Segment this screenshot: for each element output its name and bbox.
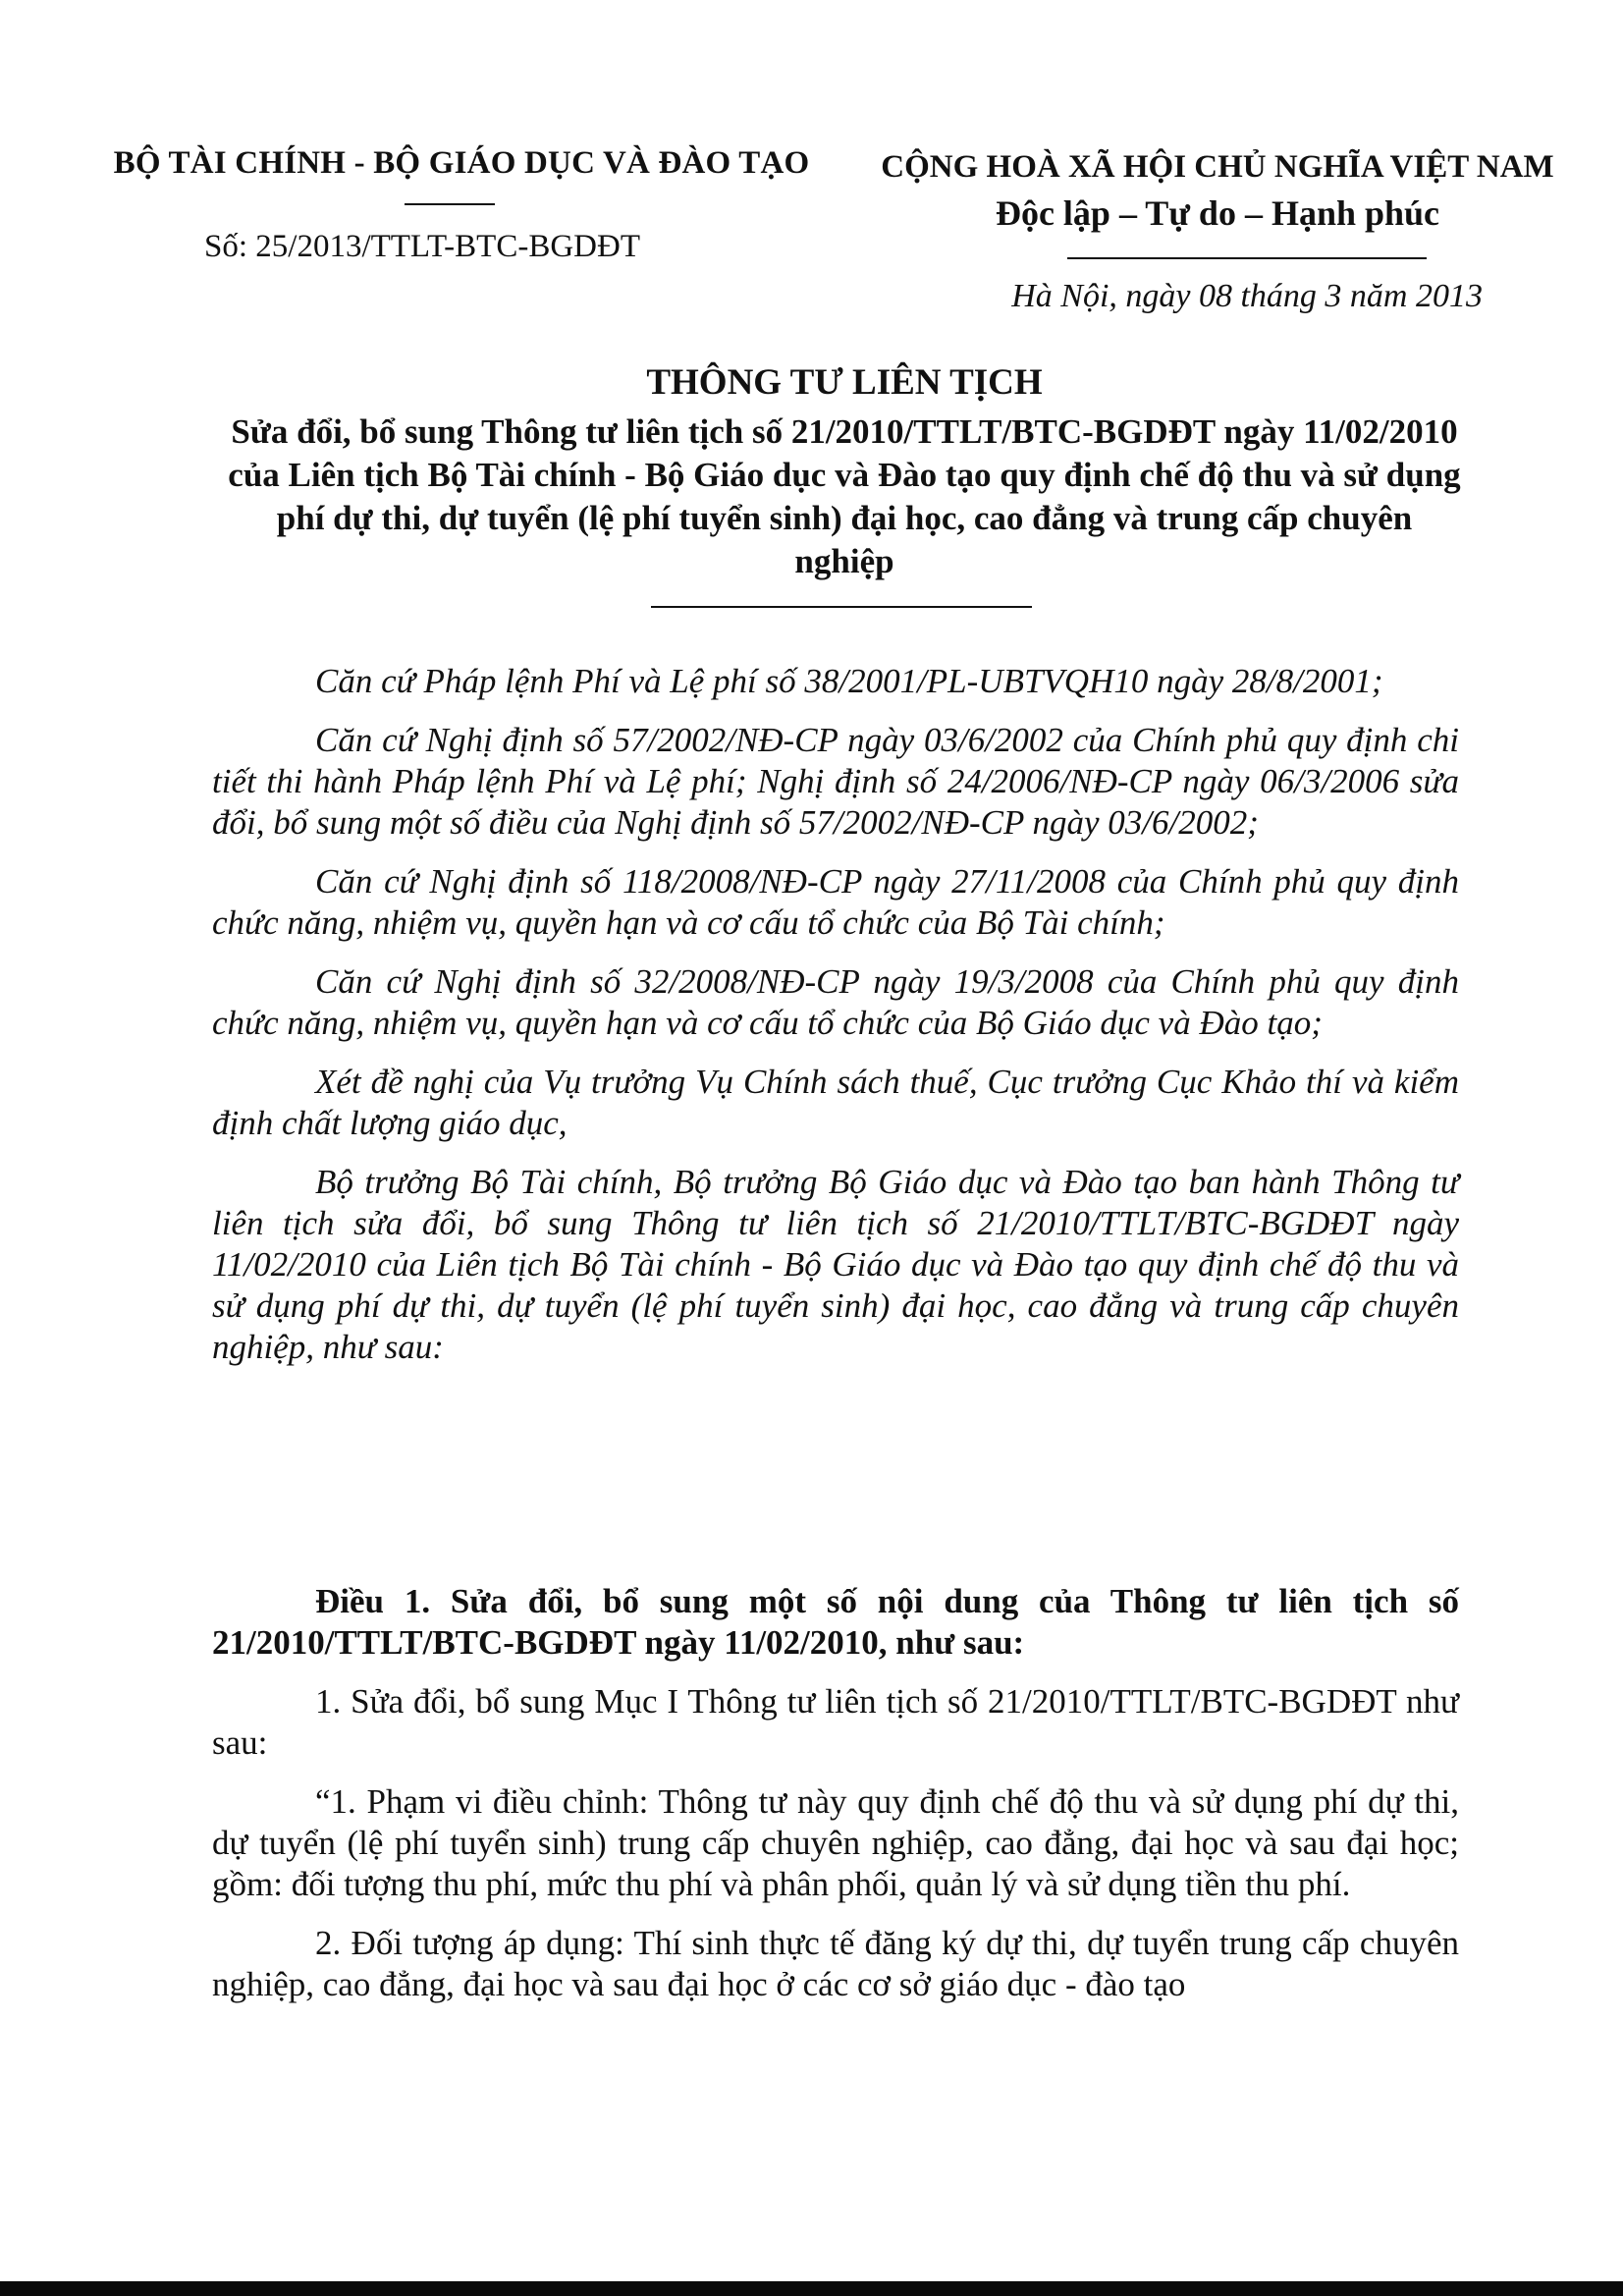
article-1 [212,1581,1459,2005]
national-motto: Độc lập – Tự do – Hạnh phúc [995,193,1440,233]
document-subject: Sửa đổi, bổ sung Thông tư liên tịch số 21/2010/TTLT/BTC-BGDĐT ngày 11/02/2010 của Liên tịch Bộ Tài chính - Bộ Giáo dục và Đào tạo quy định chế độ thu và sử dụng phí dự thi, dự tuyển (lệ phí tuyển sinh) đại học, cao đẳng và trung cấp chuyên nghiệp [228,412,1461,580]
article-paragraph: “1. Phạm vi điều chỉnh: Thông tư này quy định chế độ thu và sử dụng phí dự thi, dự tuyển (lệ phí tuyển sinh) trung cấp chuyên nghiệp, cao đẳng, đại học và sau đại học; gồm: đối tượng thu phí, mức thu phí và phân phối, quản lý và sử dụng tiền thu phí. [212,1782,1459,1903]
national-title: CỘNG HOÀ XÃ HỘI CHỦ NGHĨA VIỆT NAM [881,149,1554,185]
preamble-block [212,661,1459,1368]
title-underline [651,606,1032,608]
preamble-paragraph: Căn cứ Pháp lệnh Phí và Lệ phí số 38/2001/PL-UBTVQH10 ngày 28/8/2001; [315,662,1383,700]
preamble-paragraph: Căn cứ Nghị định số 32/2008/NĐ-CP ngày 19/3/2008 của Chính phủ quy định chức năng, nhiệm vụ, quyền hạn và cơ cấu tổ chức của Bộ Giáo dục và Đào tạo; [212,962,1459,1042]
issue-date: Hà Nội, ngày 08 tháng 3 năm 2013 [1011,278,1483,314]
article-paragraph: 2. Đối tượng áp dụng: Thí sinh thực tế đăng ký dự thi, dự tuyển trung cấp chuyên nghiệp, cao đẳng, đại học và sau đại học ở các cơ sở giáo dục - đào tạo [212,1924,1459,2003]
issuing-agency: BỘ TÀI CHÍNH - BỘ GIÁO DỤC VÀ ĐÀO TẠO [113,145,810,181]
preamble-paragraph: Bộ trưởng Bộ Tài chính, Bộ trưởng Bộ Giáo dục và Đào tạo ban hành Thông tư liên tịch sửa đổi, bổ sung Thông tư liên tịch số 21/2010/TTLT/BTC-BGDĐT ngày 11/02/2010 của Liên tịch Bộ Tài chính - Bộ Giáo dục và Đào tạo quy định chế độ thu và sử dụng phí dự thi, dự tuyển (lệ phí tuyển sinh) đại học, cao đẳng và trung cấp chuyên nghiệp, như sau: [212,1163,1459,1366]
article-heading: Điều 1. Sửa đổi, bổ sung một số nội dung của Thông tư liên tịch số 21/2010/TTLT/BTC-BGDĐT ngày 11/02/2010, như sau: [212,1582,1459,1662]
article-paragraph: 1. Sửa đổi, bổ sung Mục I Thông tư liên tịch số 21/2010/TTLT/BTC-BGDĐT như sau: [212,1682,1459,1762]
motto-underline [1067,257,1427,259]
document-type-title: THÔNG TƯ LIÊN TỊCH [646,362,1043,403]
preamble-paragraph: Căn cứ Nghị định số 57/2002/NĐ-CP ngày 03/6/2002 của Chính phủ quy định chi tiết thi hành Pháp lệnh Phí và Lệ phí; Nghị định số 24/2006/NĐ-CP ngày 06/3/2006 sửa đổi, bổ sung một số điều của Nghị định số 57/2002/NĐ-CP ngày 03/6/2002; [212,721,1459,842]
scan-border [0,2281,1623,2296]
document-number: Số: 25/2013/TTLT-BTC-BGDĐT [204,229,641,264]
preamble-paragraph: Căn cứ Nghị định số 118/2008/NĐ-CP ngày 27/11/2008 của Chính phủ quy định chức năng, nhiệm vụ, quyền hạn và cơ cấu tổ chức của Bộ Tài chính; [212,862,1459,942]
agency-underline [405,203,495,205]
preamble-paragraph: Xét đề nghị của Vụ trưởng Vụ Chính sách thuế, Cục trưởng Cục Khảo thí và kiểm định chất lượng giáo dục, [212,1063,1459,1142]
